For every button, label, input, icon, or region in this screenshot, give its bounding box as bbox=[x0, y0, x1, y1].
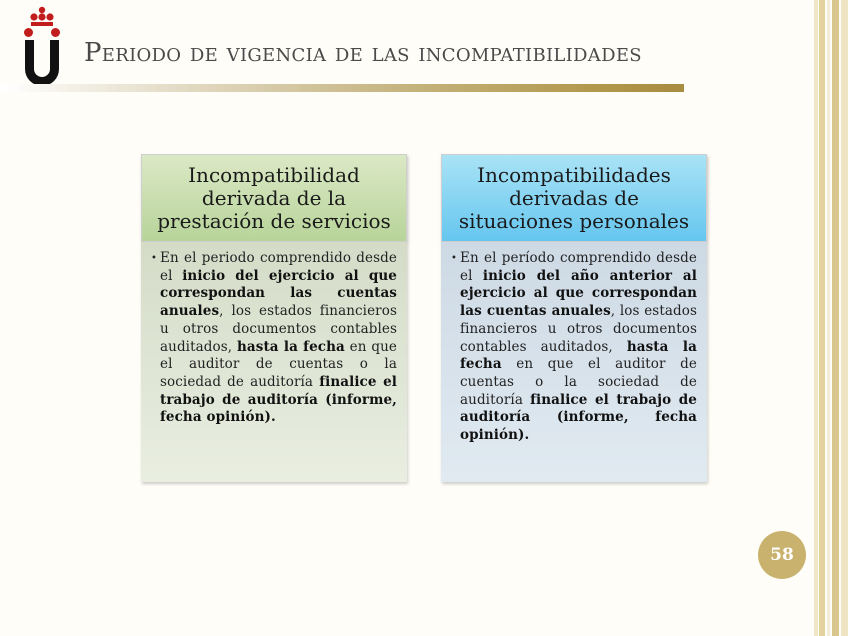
logo-letter-u bbox=[25, 40, 59, 86]
title-underline bbox=[0, 84, 684, 92]
bold-text-run: inicio del ejercicio al que correspondan las cuentas anuales bbox=[160, 267, 397, 320]
box-personales bbox=[441, 154, 707, 482]
logo-dot-right bbox=[51, 28, 60, 37]
box-body bbox=[441, 242, 707, 482]
bold-text-run: finalice el trabajo de auditoría (informe, fecha opinión). bbox=[460, 391, 697, 444]
decorative-side-stripes bbox=[814, 0, 848, 636]
box-servicios bbox=[141, 154, 407, 482]
bold-text-run: inicio del año anterior al ejercicio al que correspondan las cuentas anuales bbox=[460, 267, 697, 320]
bullet-icon: • bbox=[451, 253, 457, 264]
crown-icon bbox=[30, 6, 54, 28]
box-heading: Incompatibilidad derivada de la prestación de servicios bbox=[141, 154, 407, 242]
text-run: En el periodo comprendido desde el bbox=[160, 250, 397, 284]
box-heading: Incompatibilidades derivadas de situaciones personales bbox=[441, 154, 707, 242]
text-run: , los estados financieros u otros documentos contables auditados, bbox=[160, 303, 397, 355]
box-body bbox=[141, 242, 407, 482]
page-number-badge: 58 bbox=[758, 531, 806, 579]
text-run: en que el auditor de cuentas o la sociedad de auditoría bbox=[460, 356, 697, 408]
bullet-item bbox=[451, 250, 697, 445]
bold-text-run: hasta la fecha bbox=[236, 338, 345, 355]
bold-text-run: finalice el trabajo de auditoría (informe, fecha opinión). bbox=[160, 373, 397, 426]
bullet-icon: • bbox=[151, 253, 157, 264]
bold-text-run: hasta la fecha bbox=[460, 338, 697, 373]
text-run: En el período comprendido desde el bbox=[460, 250, 697, 284]
bullet-text bbox=[160, 250, 397, 427]
bullet-text bbox=[460, 250, 697, 445]
logo-dot-left bbox=[24, 28, 33, 37]
university-logo bbox=[22, 6, 62, 82]
text-run: , los estados financieros u otros documentos contables auditados, bbox=[460, 303, 697, 355]
slide-title: Periodo de vigencia de las incompatibilidades bbox=[84, 38, 642, 68]
text-run: en que el auditor de cuentas o la sociedad de auditoría bbox=[160, 338, 397, 390]
bullet-item bbox=[151, 250, 397, 427]
